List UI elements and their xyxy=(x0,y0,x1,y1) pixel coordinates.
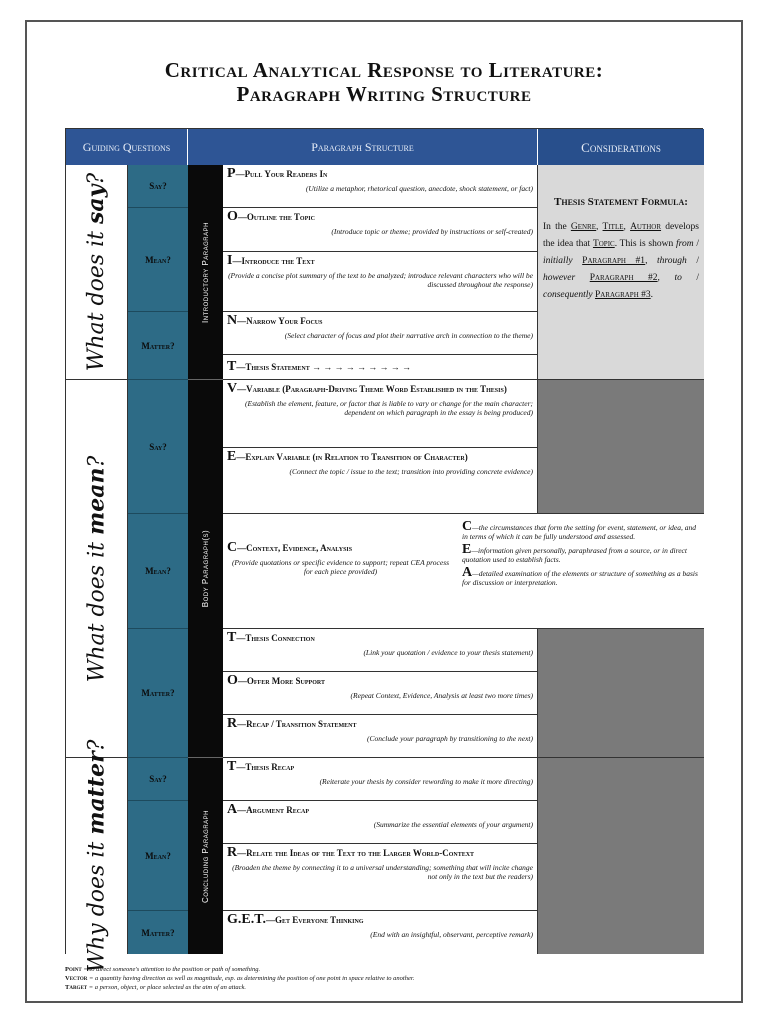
considerations-body-lower xyxy=(538,629,704,758)
sub-label-matter-conc: Matter? xyxy=(128,911,188,954)
row-get-everyone-thinking: G.E.T.—Get Everyone Thinking (End with an insightful, observant, perceptive remark) xyxy=(223,911,538,954)
header-guiding-questions: Guiding Questions xyxy=(66,129,188,165)
row-variable: V—Variable (Paragraph-Driving Theme Word Established in the Thesis) (Establish the element, feature, or factor that is liable to vary or change for the main character; dependent on which paragraph in the essay is being produced) xyxy=(223,380,538,448)
cea-def-context: C—the circumstances that form the setting for event, statement, or idea, and in terms of which it can be fully understood and assessed. xyxy=(462,519,696,541)
row-context-evidence-analysis: C—Context, Evidence, Analysis (Provide quotations or specific evidence to support; repeat CEA process for each piece provided) xyxy=(223,514,458,629)
page-title xyxy=(25,58,743,106)
guiding-question-matter: Why does it matter? xyxy=(66,758,128,954)
row-relate-ideas: R—Relate the Ideas of the Text to the Larger World-Context (Broaden the theme by connecting it to a universal understanding; something that will incite change not only in the text but the readers) xyxy=(223,844,538,911)
guiding-question-say: What does it say? xyxy=(66,165,128,380)
row-thesis-connection: T—Thesis Connection (Link your quotation / evidence to your thesis statement) xyxy=(223,629,538,672)
title-line-2: Paragraph Writing Structure xyxy=(236,82,532,106)
row-argument-recap: A—Argument Recap (Summarize the essential elements of your argument) xyxy=(223,801,538,844)
row-pull-readers: P—Pull Your Readers In (Utilize a metaphor, rhetorical question, anecdote, shock statement, or fact) xyxy=(223,165,538,208)
cea-def-evidence: E—information given personally, paraphrased from a source, or in direct quotation used to establish facts. xyxy=(462,542,687,564)
sub-label-matter-body: Matter? xyxy=(128,629,188,758)
thesis-formula-box xyxy=(538,165,704,380)
footnotes xyxy=(65,965,705,992)
row-thesis-statement: T—Thesis Statement → → → → → → → → → xyxy=(223,355,538,380)
footnote-target: Target = a person, object, or place selected as the aim of an attack. xyxy=(65,984,247,991)
guiding-question-mean: What does it mean? xyxy=(66,380,128,758)
sub-label-say-conc: Say? xyxy=(128,758,188,801)
row-recap-transition: R—Recap / Transition Statement (Conclude your paragraph by transitioning to the next) xyxy=(223,715,538,758)
sub-label-say-body: Say? xyxy=(128,380,188,514)
row-thesis-recap: T—Thesis Recap (Reiterate your thesis by consider rewording to make it more directing) xyxy=(223,758,538,801)
considerations-conclusion xyxy=(538,758,704,954)
row-introduce-text: I—Introduce the Text (Provide a concise plot summary of the text to be analyzed; introduce relevant characters who will be discussed throughout the response) xyxy=(223,252,538,312)
row-explain-variable: E—Explain Variable (in Relation to Transition of Character) (Connect the topic / issue to the text; transition into providing concrete evidence) xyxy=(223,448,538,514)
row-narrow-focus: N—Narrow Your Focus (Select character of focus and plot their narrative arch in connection to the theme) xyxy=(223,312,538,355)
header-paragraph-structure: Paragraph Structure xyxy=(188,129,538,165)
header-considerations: Considerations xyxy=(538,129,704,165)
sub-label-mean-intro: Mean? xyxy=(128,208,188,312)
section-conclusion: Concluding Paragraph xyxy=(188,758,223,954)
cea-definitions xyxy=(458,514,704,629)
row-outline-topic: O—Outline the Topic (Introduce topic or theme; provided by instructions or self-created) xyxy=(223,208,538,252)
footnote-vector: Vector = a quantity having direction as well as magnitude, esp. as determining the position of one point in space relative to another. xyxy=(65,975,415,982)
thesis-formula-body: In the Genre, Title, Author develops the idea that Topic. This is shown from / initially Paragraph #1, through / however Paragraph #2, to / consequently Paragraph #3. xyxy=(543,222,700,300)
thesis-formula-title: Thesis Statement Formula: xyxy=(554,196,688,208)
sub-label-mean-body: Mean? xyxy=(128,514,188,629)
section-body: Body Paragraph(s) xyxy=(188,380,223,758)
cea-def-analysis: A—detailed examination of the elements or structure of something as a basis for discussion or interpretation. xyxy=(462,565,698,587)
title-line-1: Critical Analytical Response to Literature: xyxy=(164,58,604,82)
footnote-point: Point = to direct someone's attention to the position or path of something. xyxy=(65,966,261,973)
sub-label-matter-intro: Matter? xyxy=(128,312,188,380)
section-intro: Introductory Paragraph xyxy=(188,165,223,380)
row-offer-support: O—Offer More Support (Repeat Context, Evidence, Analysis at least two more times) xyxy=(223,672,538,715)
sub-label-mean-conc: Mean? xyxy=(128,801,188,911)
sub-label-say-intro: Say? xyxy=(128,165,188,208)
considerations-body-upper xyxy=(538,380,704,514)
